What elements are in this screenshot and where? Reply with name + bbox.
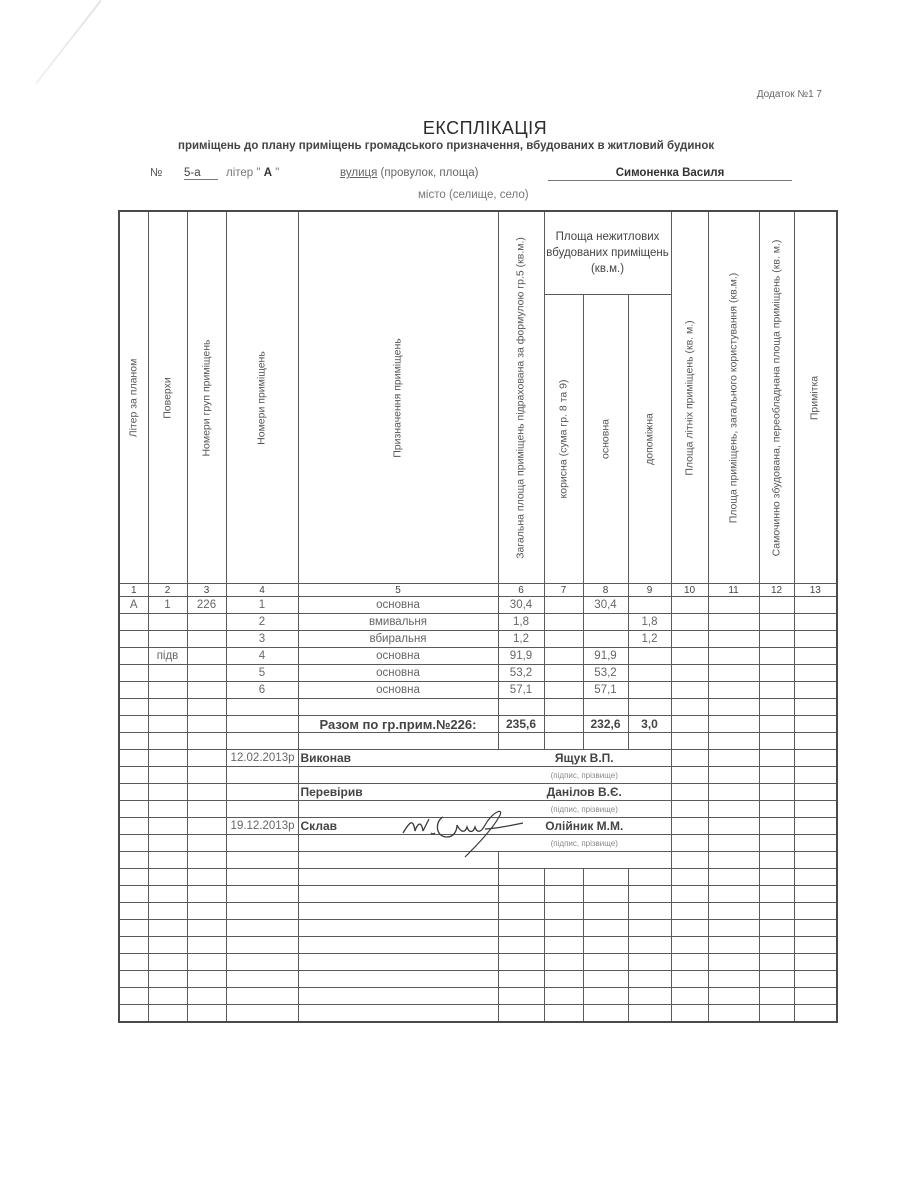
document-title: ЕКСПЛІКАЦІЯ — [422, 118, 548, 138]
cell-purpose: основна — [298, 682, 498, 699]
date-compiled: 19.12.2013р — [226, 818, 298, 835]
col-number: 12 — [759, 584, 794, 597]
appendix-label: Додаток №1 7 — [756, 89, 822, 100]
cell-floor — [148, 631, 187, 648]
table-row-empty — [119, 852, 837, 869]
cell-empty — [759, 614, 794, 631]
cell-empty — [794, 665, 837, 682]
street-label-rest: (провулок, площа) — [377, 167, 479, 179]
total-label: Разом по гр.прим.№226: — [298, 716, 498, 733]
date-checked — [226, 784, 298, 801]
cell-room-number: 2 — [226, 614, 298, 631]
col-header-3: Номери груп приміщень — [187, 211, 226, 584]
role-checked: Перевірив — [298, 784, 498, 801]
table-row-empty — [119, 886, 837, 903]
signature-hint-row — [119, 801, 837, 818]
col-header-4: Номери приміщень — [226, 211, 298, 584]
cell-empty — [708, 631, 759, 648]
cell-room-number: 6 — [226, 682, 298, 699]
col-number: 8 — [583, 584, 628, 597]
col-header-12: Самочинно збудована, переобладнана площа приміщень (кв. м.) — [759, 211, 794, 584]
table-row — [119, 682, 837, 699]
cell-liter — [119, 614, 148, 631]
cell-aux-area — [628, 665, 671, 682]
table-row — [119, 665, 837, 682]
col-number: 2 — [148, 584, 187, 597]
col-number: 11 — [708, 584, 759, 597]
cell-empty — [794, 682, 837, 699]
col-number: 7 — [544, 584, 583, 597]
cell-main-area: 53,2 — [583, 665, 628, 682]
cell-purpose: основна — [298, 648, 498, 665]
cell-total-area: 1,2 — [498, 631, 544, 648]
cell-group — [187, 648, 226, 665]
cell-empty — [708, 648, 759, 665]
cell-aux-area — [628, 597, 671, 614]
cell-useful-area — [544, 614, 583, 631]
total-row — [119, 716, 837, 733]
cell-main-area — [583, 631, 628, 648]
table-row-empty — [119, 903, 837, 920]
cell-useful-area — [544, 648, 583, 665]
street-label — [340, 167, 479, 179]
cell-purpose: вмивальня — [298, 614, 498, 631]
col-number: 3 — [187, 584, 226, 597]
signature-row-executed — [119, 750, 837, 767]
col-header-1: Літер за планом — [119, 211, 148, 584]
cell-aux-area — [628, 682, 671, 699]
cell-total-area: 1,8 — [498, 614, 544, 631]
cell-empty — [759, 665, 794, 682]
cell-total-area: 91,9 — [498, 648, 544, 665]
cell-empty — [671, 631, 708, 648]
signer-checked: Данілов В.Є. — [498, 784, 671, 801]
street-label-underlined: вулиця — [340, 167, 378, 179]
scan-artifact — [35, 0, 101, 84]
cell-main-area: 30,4 — [583, 597, 628, 614]
col-number: 9 — [628, 584, 671, 597]
liter-label: літер " — [226, 167, 261, 179]
table-row-empty — [119, 971, 837, 988]
cell-group — [187, 665, 226, 682]
cell-room-number: 1 — [226, 597, 298, 614]
cell-useful-area — [544, 682, 583, 699]
col-header-7: корисна (сума гр. 8 та 9) — [544, 295, 583, 584]
cell-total-area: 57,1 — [498, 682, 544, 699]
cell-empty — [794, 631, 837, 648]
cell-liter — [119, 665, 148, 682]
cell-group — [187, 614, 226, 631]
col-number: 13 — [794, 584, 837, 597]
col-number: 1 — [119, 584, 148, 597]
signature-row-compiled — [119, 818, 837, 835]
total-aux-area: 3,0 — [628, 716, 671, 733]
cell-useful-area — [544, 597, 583, 614]
cell-empty — [794, 614, 837, 631]
cell-room-number: 4 — [226, 648, 298, 665]
cell-empty — [671, 665, 708, 682]
col-number: 5 — [298, 584, 498, 597]
group-header-nonresidential: Площа нежитлових вбудованих приміщень (кв.м.) — [544, 211, 671, 295]
table-row-empty — [119, 937, 837, 954]
cell-main-area: 57,1 — [583, 682, 628, 699]
cell-total-area: 53,2 — [498, 665, 544, 682]
col-header-8: основна — [583, 295, 628, 584]
number-label: № — [150, 167, 163, 179]
cell-empty — [708, 665, 759, 682]
cell-empty — [759, 648, 794, 665]
total-area: 235,6 — [498, 716, 544, 733]
cell-floor — [148, 682, 187, 699]
cell-liter — [119, 631, 148, 648]
cell-empty — [671, 682, 708, 699]
cell-empty — [759, 597, 794, 614]
cell-floor: підв — [148, 648, 187, 665]
city-label: місто (селище, село) — [418, 189, 529, 201]
cell-useful-area — [544, 665, 583, 682]
col-number: 10 — [671, 584, 708, 597]
explication-table — [118, 210, 838, 1023]
signature-hint: (підпис, прізвище) — [498, 801, 671, 818]
role-executed: Виконав — [298, 750, 498, 767]
cell-total-area: 30,4 — [498, 597, 544, 614]
col-header-2: Поверхи — [148, 211, 187, 584]
table-row — [119, 597, 837, 614]
col-header-13: Примітка — [794, 211, 837, 584]
cell-group — [187, 682, 226, 699]
col-header-6: Загальна площа приміщень підрахована за формулою гр.5 (кв.м.) — [498, 211, 544, 584]
cell-floor — [148, 614, 187, 631]
col-header-5: Призначення приміщень — [298, 211, 498, 584]
signature-hint: (підпис, прізвище) — [498, 835, 671, 852]
signer-compiled: Олійник М.М. — [498, 818, 671, 835]
cell-empty — [708, 597, 759, 614]
cell-empty — [759, 682, 794, 699]
cell-empty — [794, 648, 837, 665]
building-number: 5-а — [184, 167, 218, 180]
cell-group: 226 — [187, 597, 226, 614]
signer-executed: Ящук В.П. — [498, 750, 671, 767]
cell-empty — [671, 648, 708, 665]
cell-aux-area: 1,2 — [628, 631, 671, 648]
liter-value: А — [263, 167, 272, 179]
cell-purpose: основна — [298, 597, 498, 614]
table-row — [119, 648, 837, 665]
role-compiled: Склав — [298, 818, 498, 835]
cell-floor — [148, 665, 187, 682]
cell-empty — [708, 614, 759, 631]
cell-main-area — [583, 614, 628, 631]
table-row-empty — [119, 920, 837, 937]
col-header-10: Площа літніх приміщень (кв. м.) — [671, 211, 708, 584]
cell-floor: 1 — [148, 597, 187, 614]
street-name: Симоненка Василя — [548, 167, 792, 181]
signature-hint: (підпис, прізвище) — [498, 767, 671, 784]
table-row-empty — [119, 1005, 837, 1023]
col-number: 4 — [226, 584, 298, 597]
header-row — [119, 211, 837, 295]
table-row-empty — [119, 954, 837, 971]
date-executed: 12.02.2013р — [226, 750, 298, 767]
signature-hint-row — [119, 767, 837, 784]
cell-liter — [119, 648, 148, 665]
liter-close: " — [275, 167, 280, 179]
table-row — [119, 631, 837, 648]
cell-purpose: вбиральня — [298, 631, 498, 648]
signature-hint-row — [119, 835, 837, 852]
cell-useful-area — [544, 631, 583, 648]
cell-purpose: основна — [298, 665, 498, 682]
col-header-11: Площа приміщень, загального користування (кв.м.) — [708, 211, 759, 584]
cell-aux-area: 1,8 — [628, 614, 671, 631]
col-header-9: допоміжна — [628, 295, 671, 584]
table-row-empty — [119, 869, 837, 886]
cell-empty — [708, 682, 759, 699]
cell-liter: А — [119, 597, 148, 614]
column-number-row — [119, 584, 837, 597]
cell-empty — [671, 597, 708, 614]
table-row-empty — [119, 733, 837, 750]
cell-aux-area — [628, 648, 671, 665]
col-number: 6 — [498, 584, 544, 597]
cell-empty — [671, 614, 708, 631]
cell-empty — [794, 597, 837, 614]
liter-field — [226, 167, 279, 179]
cell-room-number: 3 — [226, 631, 298, 648]
document-subtitle: приміщень до плану приміщень громадського призначення, вбудованих в житловий будинок — [178, 140, 715, 152]
cell-liter — [119, 682, 148, 699]
signature-row-checked — [119, 784, 837, 801]
total-main-area: 232,6 — [583, 716, 628, 733]
table-row-empty — [119, 699, 837, 716]
cell-empty — [759, 631, 794, 648]
cell-room-number: 5 — [226, 665, 298, 682]
table-row — [119, 614, 837, 631]
cell-main-area: 91,9 — [583, 648, 628, 665]
table-row-empty — [119, 988, 837, 1005]
cell-group — [187, 631, 226, 648]
